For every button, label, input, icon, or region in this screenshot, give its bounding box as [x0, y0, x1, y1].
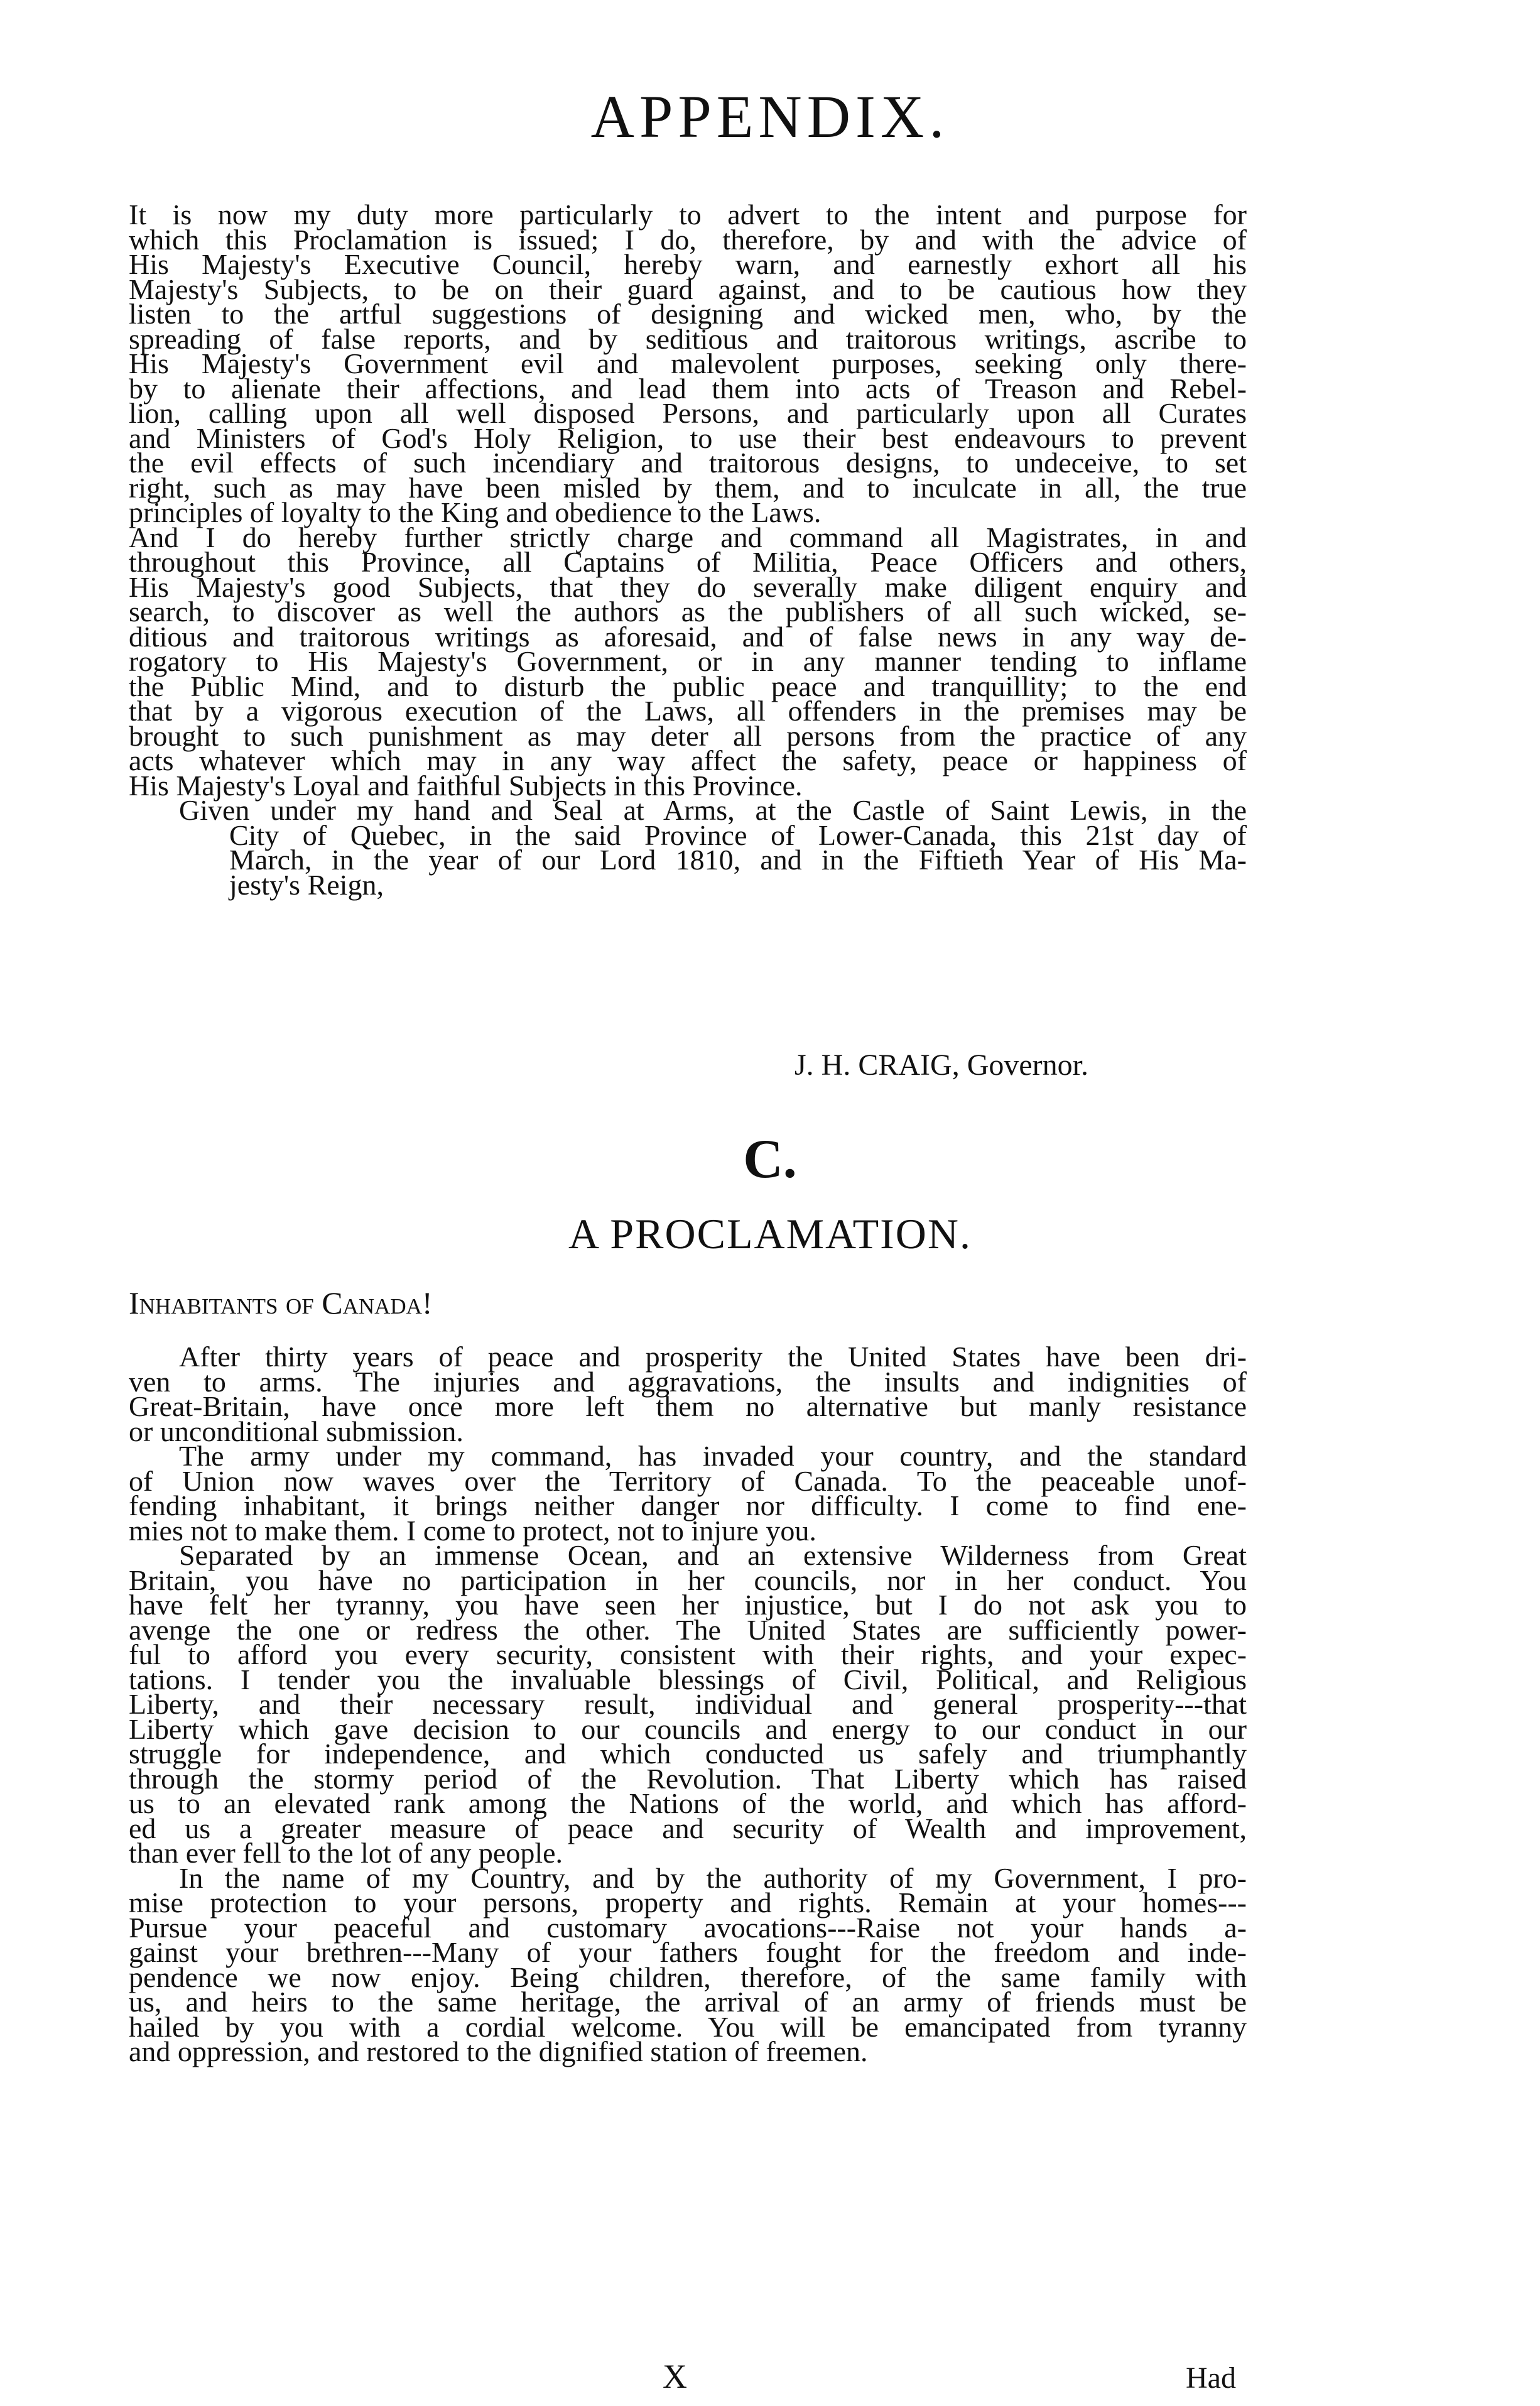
text-line: The army under my command, has invaded your country, and the standard: [179, 1440, 1247, 1472]
text-line: lion, calling upon all well disposed Persons, and particularly upon all Curates: [129, 397, 1247, 429]
text-line: ed us a greater measure of peace and security of Wealth and improvement,: [129, 1812, 1247, 1844]
text-line: fending inhabitant, it brings neither danger nor difficulty. I come to find ene-: [129, 1489, 1247, 1521]
text-line: listen to the artful suggestions of designing and wicked men, who, by the: [129, 298, 1247, 330]
text-line: throughout this Province, all Captains of Militia, Peace Officers and others,: [129, 546, 1247, 578]
text-line: Britain, you have no participation in her councils, nor in her conduct. You: [129, 1564, 1247, 1596]
text-line: Separated by an immense Ocean, and an extensive Wilderness from Great: [179, 1539, 1247, 1571]
text-line: avenge the one or redress the other. The United States are sufficiently power-: [129, 1613, 1247, 1646]
text-line: It is now my duty more particularly to advert to the intent and purpose for: [129, 199, 1247, 231]
text-line: His Majesty's Executive Council, hereby warn, and earnestly exhort all his: [129, 248, 1247, 280]
proclamation-address: Inhabitants of Canada!: [129, 1285, 433, 1320]
text-line: Great-Britain, have once more left them no alternative but manly resistance: [129, 1390, 1247, 1422]
text-line: His Majesty's good Subjects, that they do severally make diligent enquiry and: [129, 570, 1247, 603]
proclamation-title: A PROCLAMATION.: [568, 1210, 972, 1258]
text-line: Majesty's Subjects, to be on their guard against, and to be cautious how they: [129, 273, 1247, 305]
proclamation-1-text: [129, 199, 1247, 901]
text-line: principles of loyalty to the King and obedience to the Laws.: [129, 496, 822, 528]
text-line: rogatory to His Majesty's Government, or in any manner tending to inflame: [129, 645, 1247, 677]
text-line: by to alienate their affections, and lead them into acts of Treason and Rebel-: [129, 372, 1247, 405]
text-line: jesty's Reign,: [229, 868, 384, 901]
text-line: ful to afford you every security, consistent with their rights, and your expec-: [129, 1638, 1247, 1670]
catchword: Had: [1186, 2361, 1236, 2395]
text-line: than ever fell to the lot of any people.: [129, 1837, 563, 1869]
text-line: right, such as may have been misled by them, and to inculcate in all, the true: [129, 471, 1247, 504]
governor-signature: J. H. CRAIG, Governor.: [794, 1048, 1088, 1082]
text-line: Liberty, and their necessary result, individual and general prosperity---that: [129, 1688, 1247, 1720]
text-line: mies not to make them. I come to protect, not to injure you.: [129, 1514, 816, 1547]
proclamation-2-text: [129, 1341, 1247, 2067]
text-line: ditious and traitorous writings as aforesaid, and of false news in any way de-: [129, 620, 1247, 653]
text-line: through the stormy period of the Revolution. That Liberty which has raised: [129, 1762, 1247, 1795]
text-line: or unconditional submission.: [129, 1415, 464, 1447]
text-line: the Public Mind, and to disturb the public peace and tranquillity; to the end: [129, 670, 1247, 702]
printer-signature-mark: X: [663, 2358, 687, 2395]
text-line: gainst your brethren---Many of your fathers fought for the freedom and inde-: [129, 1936, 1247, 1968]
text-line: us to an elevated rank among the Nations of the world, and which has afford-: [129, 1787, 1247, 1819]
text-line: and Ministers of God's Holy Religion, to use their best endeavours to prevent: [129, 422, 1247, 454]
text-line: hailed by you with a cordial welcome. You will be emancipated from tyranny: [129, 2010, 1247, 2043]
text-line: pendence we now enjoy. Being children, therefore, of the same family with: [129, 1961, 1247, 1993]
text-line: of Union now waves over the Territory of Canada. To the peaceable unof-: [129, 1464, 1247, 1497]
text-line: Liberty which gave decision to our councils and energy to our conduct in our: [129, 1712, 1247, 1745]
text-line: mise protection to your persons, property and rights. Remain at your homes---: [129, 1886, 1247, 1919]
text-line: the evil effects of such incendiary and traitorous designs, to undeceive, to set: [129, 447, 1247, 479]
text-line: brought to such punishment as may deter all persons from the practice of any: [129, 719, 1247, 752]
text-line: Pursue your peaceful and customary avocations---Raise not your hands a-: [129, 1911, 1247, 1944]
section-letter: C.: [743, 1129, 797, 1190]
text-line: which this Proclamation is issued; I do, therefore, by and with the advice of: [129, 223, 1247, 256]
text-line: search, to discover as well the authors as the publishers of all such wicked, se-: [129, 596, 1247, 628]
appendix-title: APPENDIX.: [590, 83, 950, 150]
text-line: acts whatever which may in any way affect the safety, peace or happiness of: [129, 744, 1247, 776]
text-line: In the name of my Country, and by the authority of my Government, I pro-: [179, 1861, 1247, 1894]
text-line: have felt her tyranny, you have seen her injustice, but I do not ask you to: [129, 1589, 1247, 1621]
text-line: tations. I tender you the invaluable blessings of Civil, Political, and Religious: [129, 1663, 1247, 1696]
text-line: His Majesty's Government evil and malevolent purposes, seeking only there-: [129, 347, 1247, 379]
text-line: struggle for independence, and which conducted us safely and triumphantly: [129, 1738, 1247, 1770]
text-line: and oppression, and restored to the dignified station of freemen.: [129, 2035, 868, 2067]
text-line: Given under my hand and Seal at Arms, at the Castle of Saint Lewis, in the: [179, 794, 1247, 826]
text-line: that by a vigorous execution of the Laws, all offenders in the premises may be: [129, 695, 1247, 727]
text-line: And I do hereby further strictly charge and command all Magistrates, in and: [129, 521, 1247, 553]
text-line: After thirty years of peace and prosperity the United States have been dri-: [179, 1341, 1247, 1373]
text-line: spreading of false reports, and by seditious and traitorous writings, ascribe to: [129, 322, 1247, 355]
text-line: ven to arms. The injuries and aggravations, the insults and indignities of: [129, 1365, 1247, 1398]
text-line: March, in the year of our Lord 1810, and in the Fiftieth Year of His Ma-: [229, 844, 1247, 876]
text-line: City of Quebec, in the said Province of Lower-Canada, this 21st day of: [229, 819, 1247, 851]
text-line: us, and heirs to the same heritage, the arrival of an army of friends must be: [129, 1986, 1247, 2018]
text-line: His Majesty's Loyal and faithful Subjects in this Province.: [129, 769, 803, 802]
